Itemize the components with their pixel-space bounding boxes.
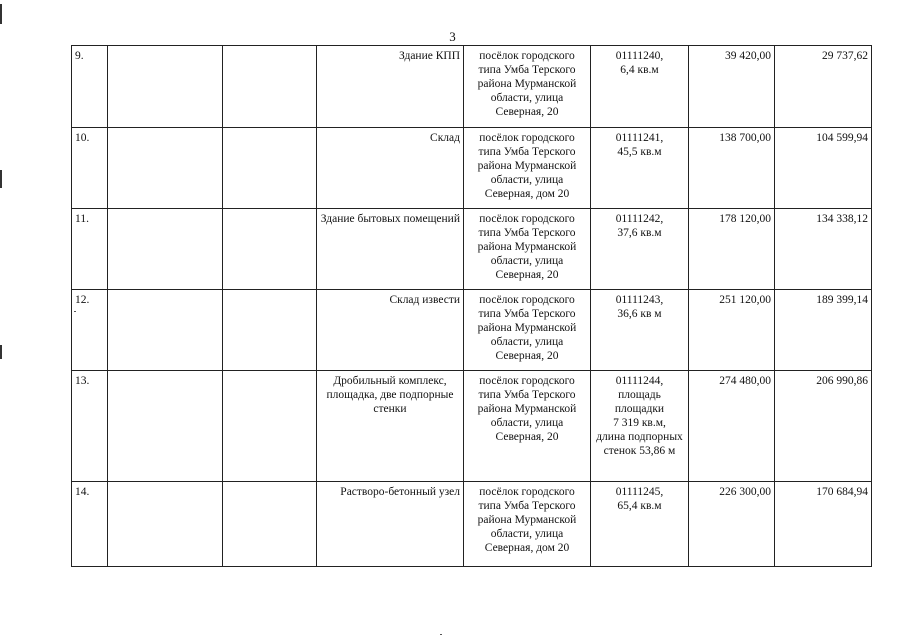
scan-mark [0, 170, 2, 188]
object-name: Склад [317, 128, 464, 209]
table-row [72, 482, 872, 567]
empty-cell [108, 46, 223, 128]
object-name: Здание КПП [317, 46, 464, 128]
row-number: 11. [72, 209, 108, 290]
value-cell: 206 990,86 [775, 371, 872, 482]
table-row [72, 46, 872, 128]
scan-mark [0, 345, 2, 359]
value-cell: 29 737,62 [775, 46, 872, 128]
row-number: 9. [72, 46, 108, 128]
table-row [72, 128, 872, 209]
object-id: 01111244, площадь площадки 7 319 кв.м, длина подпорных стенок 53,86 м [591, 371, 689, 482]
empty-cell [108, 482, 223, 567]
object-address: посёлок городского типа Умба Терского района Мурманской области, улица Северная, дом 20 [464, 482, 591, 567]
row-number: 10. [72, 128, 108, 209]
empty-cell [223, 209, 317, 290]
empty-cell [223, 482, 317, 567]
value-cell: 189 399,14 [775, 290, 872, 371]
value-cell: 170 684,94 [775, 482, 872, 567]
value-cell: 274 480,00 [689, 371, 775, 482]
value-cell: 134 338,12 [775, 209, 872, 290]
page-number: 3 [449, 29, 456, 44]
table-body [72, 46, 872, 567]
value-cell: 39 420,00 [689, 46, 775, 128]
empty-cell [223, 290, 317, 371]
object-id: 01111240, 6,4 кв.м [591, 46, 689, 128]
object-address: посёлок городского типа Умба Терского района Мурманской области, улица Северная, дом 20 [464, 128, 591, 209]
scan-dot [440, 634, 442, 635]
table-row [72, 290, 872, 371]
empty-cell [108, 209, 223, 290]
empty-cell [108, 290, 223, 371]
object-address: посёлок городского типа Умба Терского района Мурманской области, улица Северная, 20 [464, 290, 591, 371]
object-name: Склад извести [317, 290, 464, 371]
value-cell: 138 700,00 [689, 128, 775, 209]
table-row [72, 209, 872, 290]
value-cell: 251 120,00 [689, 290, 775, 371]
object-id: 01111241, 45,5 кв.м [591, 128, 689, 209]
empty-cell [108, 371, 223, 482]
object-name: Растворо-бетонный узел [317, 482, 464, 567]
row-number: 14. [72, 482, 108, 567]
value-cell: 104 599,94 [775, 128, 872, 209]
object-address: посёлок городского типа Умба Терского района Мурманской области, улица Северная, 20 [464, 46, 591, 128]
object-id: 01111242, 37,6 кв.м [591, 209, 689, 290]
empty-cell [108, 128, 223, 209]
object-name: Дробильный комплекс, площадка, две подпорные стенки [317, 371, 464, 482]
value-cell: 226 300,00 [689, 482, 775, 567]
row-number: 12. [72, 290, 108, 371]
object-name: Здание бытовых помещений [317, 209, 464, 290]
object-address: посёлок городского типа Умба Терского района Мурманской области, улица Северная, 20 [464, 371, 591, 482]
table-row [72, 371, 872, 482]
object-address: посёлок городского типа Умба Терского района Мурманской области, улица Северная, 20 [464, 209, 591, 290]
empty-cell [223, 371, 317, 482]
empty-cell [223, 128, 317, 209]
empty-cell [223, 46, 317, 128]
scan-mark [0, 4, 2, 24]
row-number: 13. [72, 371, 108, 482]
object-id: 01111243, 36,6 кв м [591, 290, 689, 371]
value-cell: 178 120,00 [689, 209, 775, 290]
property-table [71, 45, 872, 567]
object-id: 01111245, 65,4 кв.м [591, 482, 689, 567]
